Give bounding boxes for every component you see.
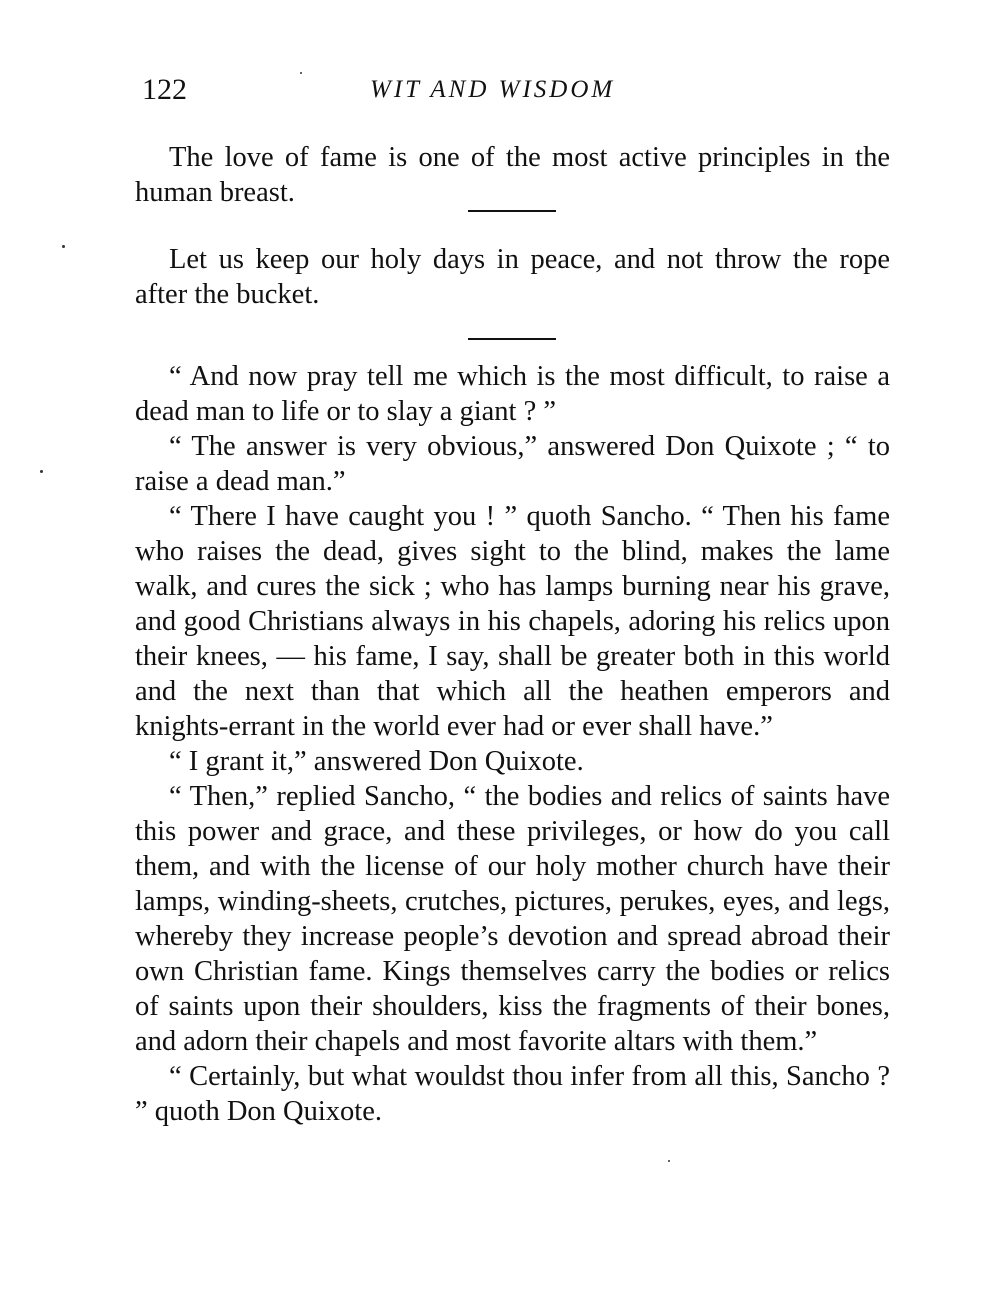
body-text <box>135 140 890 1129</box>
paper-speck <box>62 245 65 248</box>
page-number: 122 <box>142 73 187 106</box>
dialogue-paragraph: “ There I have caught you ! ” quoth Sancho. “ Then his fame who raises the dead, gives sight to the blind, makes the lame walk, and cures the sick ; who has lamps burning near his grave, and good Christians always in his chapels, adoring his relics upon their knees, — his fame, I say, shall be greater both in this world and the next than that which all the heathen emperors and knights-errant in the world ever had or ever shall have.” <box>135 501 890 742</box>
running-head <box>142 70 892 110</box>
section-divider <box>468 210 556 212</box>
paragraph-fame-maxim: The love of fame is one of the most active principles in the human breast. <box>135 142 890 208</box>
dialogue-paragraph: “ The answer is very obvious,” answered Don Quixote ; “ to raise a dead man.” <box>135 431 890 497</box>
paper-speck <box>668 1160 670 1162</box>
section-divider <box>468 338 556 340</box>
paper-speck <box>40 470 43 473</box>
book-title: WIT AND WISDOM <box>370 76 616 103</box>
paper-speck <box>300 72 302 74</box>
dialogue-paragraph: “ Then,” replied Sancho, “ the bodies and relics of saints have this power and grace, and these privileges, or how do you call them, and with the license of our holy mother church have their lamps, winding-sheets, crutches, pictures, perukes, eyes, and legs, whereby they increase people’s devotion and spread abroad their own Christian fame. Kings themselves carry the bodies or relics of saints upon their shoulders, kiss the fragments of their bones, and adorn their chapels and most favorite altars with them.” <box>135 781 890 1057</box>
dialogue-paragraph: “ I grant it,” answered Don Quixote. <box>169 746 584 777</box>
dialogue-paragraph: “ And now pray tell me which is the most difficult, to raise a dead man to life or to slay a giant ? ” <box>135 361 890 427</box>
dialogue-paragraph: “ Certainly, but what wouldst thou infer from all this, Sancho ? ” quoth Don Quixote. <box>135 1061 890 1127</box>
paragraph-holy-days-maxim: Let us keep our holy days in peace, and not throw the rope after the bucket. <box>135 244 890 310</box>
